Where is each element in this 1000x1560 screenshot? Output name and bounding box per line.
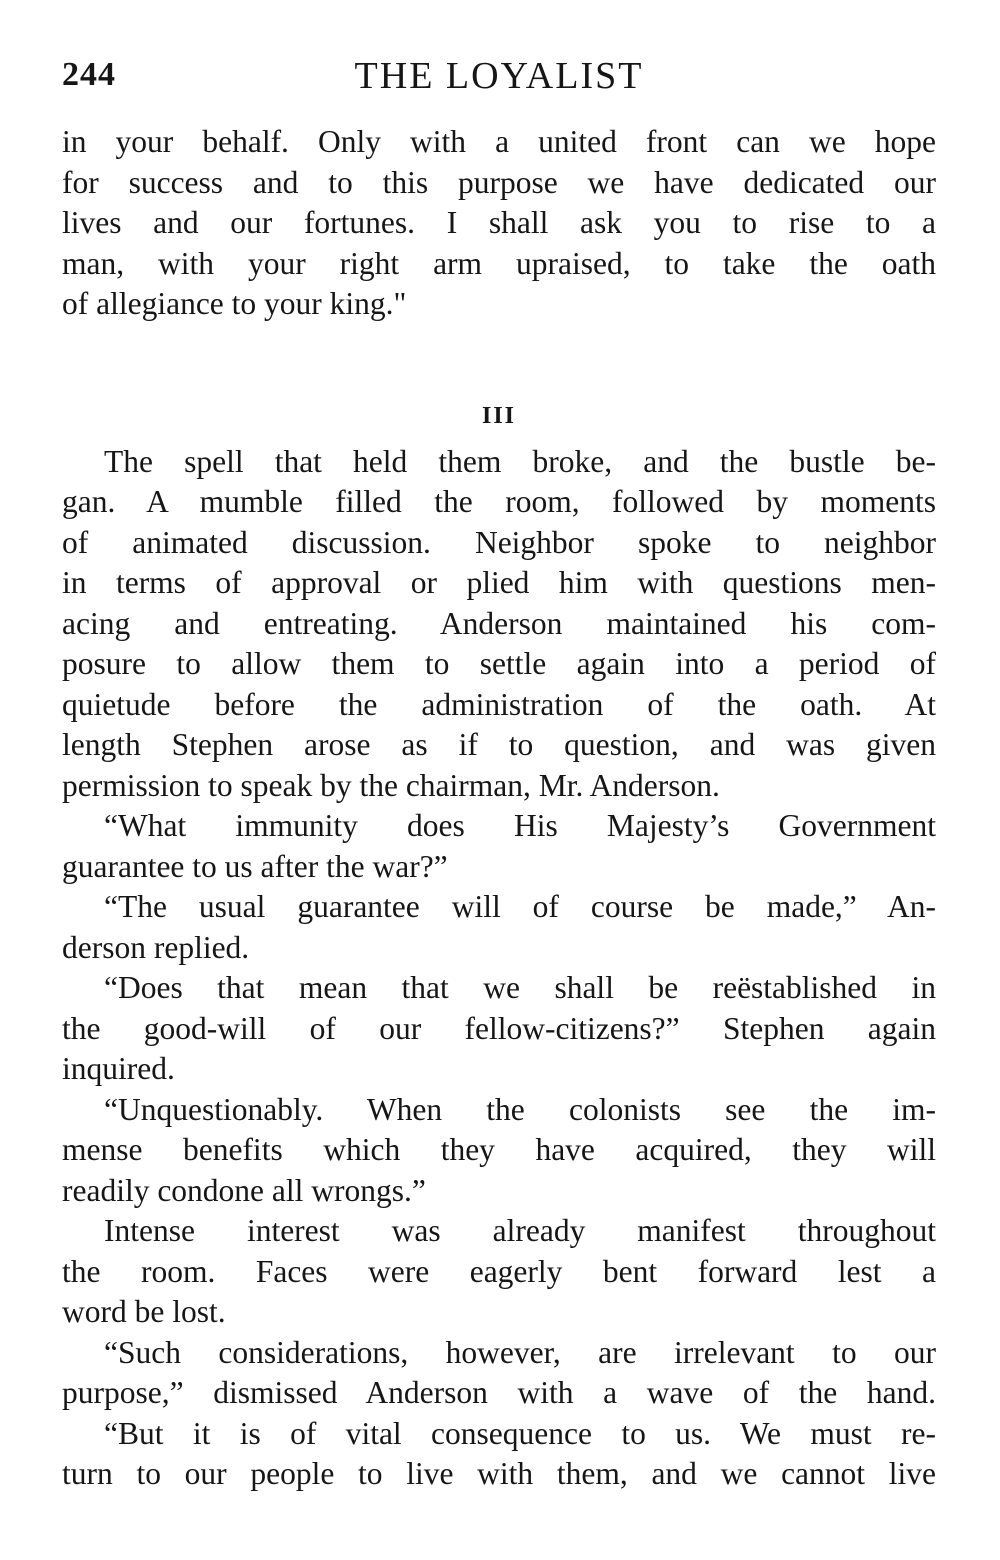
text-line: of allegiance to your king." bbox=[62, 286, 407, 321]
text-line: mense benefits which they have acquired, they will bbox=[62, 1132, 936, 1167]
text-line: acing and entreating. Anderson maintained his com- bbox=[62, 605, 936, 641]
text-line: quietude before the administration of the oath. At bbox=[62, 686, 936, 722]
text-line: “But it is of vital consequence to us. We must re- bbox=[104, 1415, 936, 1451]
page-header bbox=[62, 54, 936, 104]
text-line: gan. A mumble filled the room, followed by moments bbox=[62, 484, 936, 519]
body-text bbox=[62, 122, 936, 1495]
section-heading: III bbox=[481, 402, 517, 429]
text-line: in your behalf. Only with a united front can we hope bbox=[62, 124, 936, 159]
running-title: THE LOYALIST bbox=[354, 55, 644, 97]
text-line: “Unquestionably. When the colonists see the im- bbox=[104, 1091, 936, 1127]
text-line: the good-will of our fellow-citizens?” Stephen again bbox=[62, 1010, 936, 1046]
text-line: length Stephen arose as if to question, and was given bbox=[62, 727, 936, 762]
text-line: man, with your right arm upraised, to take the oath bbox=[62, 245, 936, 281]
text-line: turn to our people to live with them, and we cannot live bbox=[62, 1456, 936, 1491]
text-line: lives and our fortunes. I shall ask you to rise to a bbox=[62, 205, 936, 240]
text-line: “Such considerations, however, are irrelevant to our bbox=[104, 1334, 936, 1370]
section-spacer bbox=[62, 325, 936, 396]
text-line: “The usual guarantee will of course be made,” An- bbox=[104, 889, 936, 924]
page-number: 244 bbox=[62, 56, 116, 93]
text-line: the room. Faces were eagerly bent forward lest a bbox=[62, 1253, 936, 1289]
text-line: Intense interest was already manifest throughout bbox=[104, 1213, 936, 1248]
text-line: inquired. bbox=[62, 1051, 175, 1086]
text-line: in terms of approval or plied him with questions men- bbox=[62, 565, 936, 600]
text-line: posure to allow them to settle again into a period of bbox=[62, 646, 936, 681]
text-line: for success and to this purpose we have dedicated our bbox=[62, 164, 936, 200]
text-line: word be lost. bbox=[62, 1294, 226, 1329]
text-line: guarantee to us after the war?” bbox=[62, 848, 448, 884]
text-line: of animated discussion. Neighbor spoke to neighbor bbox=[62, 524, 936, 560]
text-line: readily condone all wrongs.” bbox=[62, 1172, 426, 1208]
text-line: purpose,” dismissed Anderson with a wave of the hand. bbox=[62, 1375, 936, 1410]
text-line: permission to speak by the chairman, Mr. Anderson. bbox=[62, 767, 720, 803]
text-line: derson replied. bbox=[62, 929, 250, 965]
text-line: “Does that mean that we shall be reëstablished in bbox=[104, 970, 936, 1005]
text-line: The spell that held them broke, and the bustle be- bbox=[104, 443, 936, 479]
text-line: “What immunity does His Majesty’s Government bbox=[104, 808, 936, 843]
